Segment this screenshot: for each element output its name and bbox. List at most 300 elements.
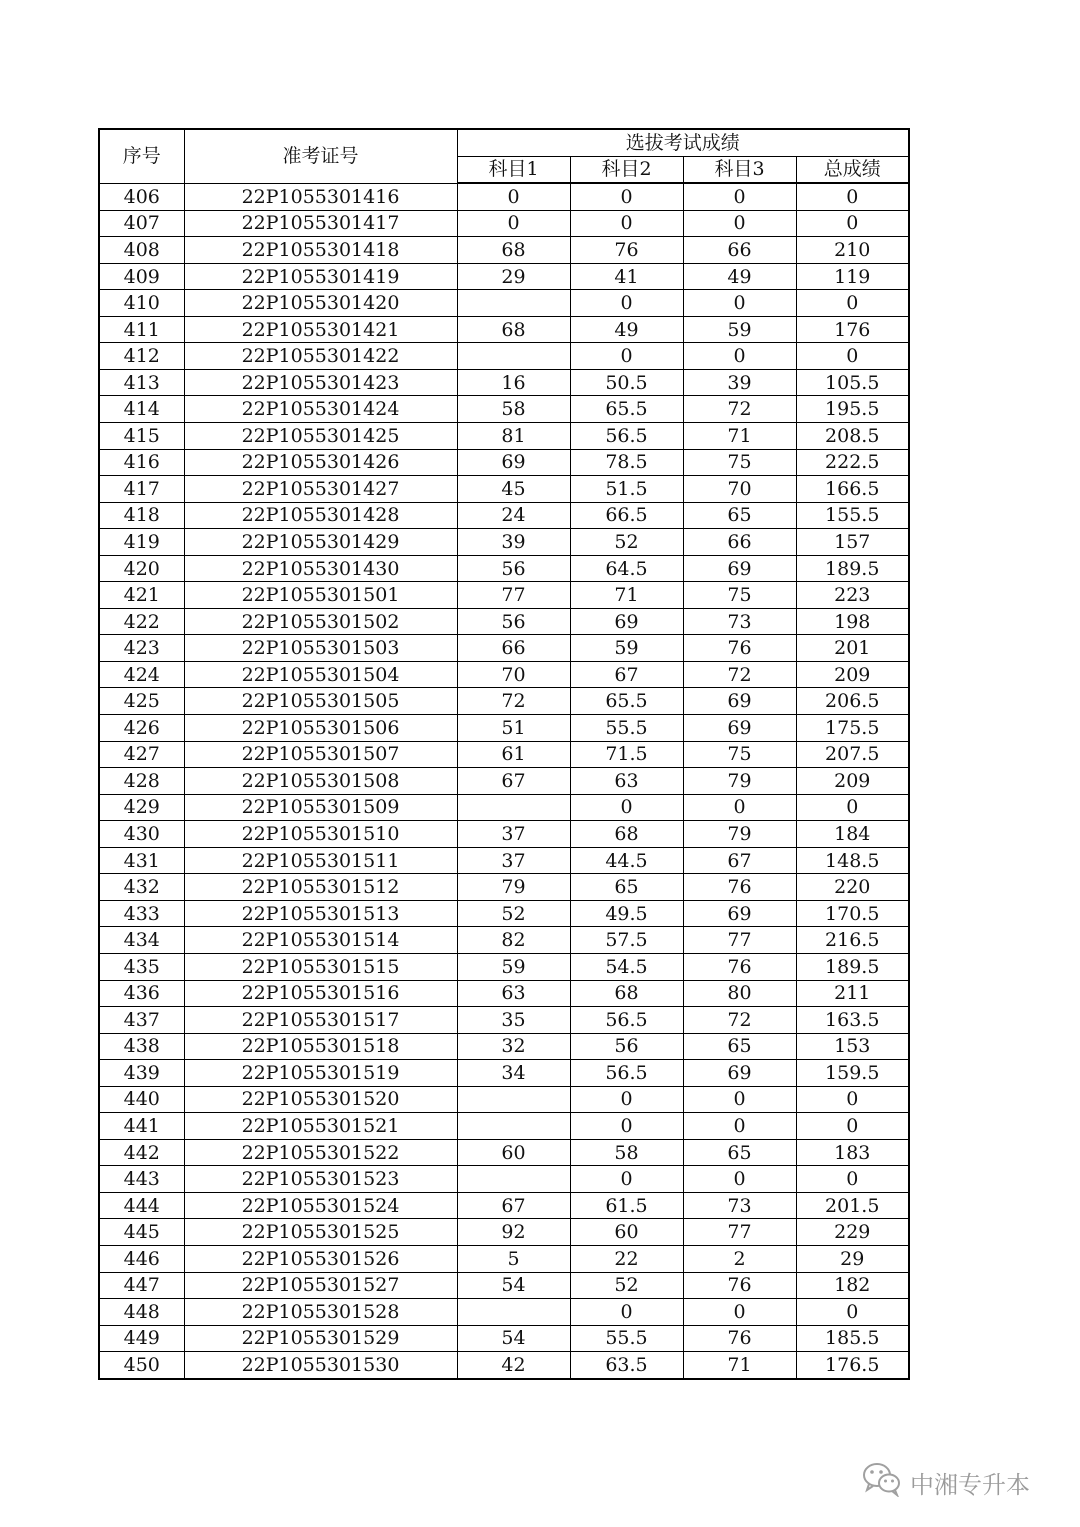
cell-exam-id: 22P1055301423 bbox=[184, 369, 457, 396]
table-row bbox=[99, 396, 909, 423]
table-row bbox=[99, 1139, 909, 1166]
cell-subject1: 29 bbox=[457, 263, 570, 290]
cell-exam-id: 22P1055301528 bbox=[184, 1299, 457, 1326]
cell-seq: 435 bbox=[99, 953, 184, 980]
cell-exam-id: 22P1055301427 bbox=[184, 476, 457, 503]
cell-subject3: 65 bbox=[683, 502, 796, 529]
cell-subject1: 0 bbox=[457, 210, 570, 237]
cell-subject2: 71.5 bbox=[570, 741, 683, 768]
cell-subject3: 0 bbox=[683, 1299, 796, 1326]
cell-seq: 433 bbox=[99, 900, 184, 927]
cell-total: 216.5 bbox=[796, 927, 909, 954]
cell-subject3: 67 bbox=[683, 847, 796, 874]
cell-total: 0 bbox=[796, 210, 909, 237]
cell-subject1: 37 bbox=[457, 847, 570, 874]
table-row bbox=[99, 423, 909, 450]
cell-seq: 437 bbox=[99, 1007, 184, 1034]
cell-subject3: 79 bbox=[683, 821, 796, 848]
cell-seq: 431 bbox=[99, 847, 184, 874]
table-row bbox=[99, 343, 909, 370]
cell-subject3: 70 bbox=[683, 476, 796, 503]
cell-subject1: 56 bbox=[457, 608, 570, 635]
cell-subject2: 65 bbox=[570, 874, 683, 901]
cell-subject3: 69 bbox=[683, 1060, 796, 1087]
cell-subject3: 59 bbox=[683, 316, 796, 343]
table-row bbox=[99, 1113, 909, 1140]
cell-subject1: 82 bbox=[457, 927, 570, 954]
cell-exam-id: 22P1055301511 bbox=[184, 847, 457, 874]
cell-seq: 429 bbox=[99, 794, 184, 821]
cell-subject2: 61.5 bbox=[570, 1192, 683, 1219]
cell-subject1: 35 bbox=[457, 1007, 570, 1034]
cell-subject3: 39 bbox=[683, 369, 796, 396]
cell-seq: 408 bbox=[99, 237, 184, 264]
cell-subject3: 75 bbox=[683, 741, 796, 768]
cell-subject3: 66 bbox=[683, 529, 796, 556]
cell-subject3: 65 bbox=[683, 1033, 796, 1060]
score-table bbox=[98, 128, 910, 1380]
cell-seq: 426 bbox=[99, 715, 184, 742]
cell-subject1: 63 bbox=[457, 980, 570, 1007]
cell-subject2: 76 bbox=[570, 237, 683, 264]
table-header bbox=[99, 129, 909, 183]
table-row bbox=[99, 661, 909, 688]
table-row bbox=[99, 741, 909, 768]
cell-subject1: 52 bbox=[457, 900, 570, 927]
cell-subject1: 0 bbox=[457, 183, 570, 210]
cell-exam-id: 22P1055301527 bbox=[184, 1272, 457, 1299]
table-row bbox=[99, 1192, 909, 1219]
cell-exam-id: 22P1055301517 bbox=[184, 1007, 457, 1034]
table-row bbox=[99, 1352, 909, 1379]
cell-subject2: 22 bbox=[570, 1245, 683, 1272]
cell-seq: 424 bbox=[99, 661, 184, 688]
cell-exam-id: 22P1055301420 bbox=[184, 290, 457, 317]
cell-total: 0 bbox=[796, 1086, 909, 1113]
cell-subject3: 76 bbox=[683, 1325, 796, 1352]
cell-exam-id: 22P1055301529 bbox=[184, 1325, 457, 1352]
cell-seq: 425 bbox=[99, 688, 184, 715]
cell-seq: 419 bbox=[99, 529, 184, 556]
cell-subject1 bbox=[457, 1086, 570, 1113]
cell-subject1: 51 bbox=[457, 715, 570, 742]
cell-subject3: 72 bbox=[683, 661, 796, 688]
cell-subject3: 79 bbox=[683, 768, 796, 795]
header-seq: 序号 bbox=[99, 129, 184, 183]
table-row bbox=[99, 502, 909, 529]
cell-subject3: 71 bbox=[683, 1352, 796, 1379]
table-row bbox=[99, 635, 909, 662]
cell-total: 184 bbox=[796, 821, 909, 848]
table-row bbox=[99, 768, 909, 795]
cell-subject1: 16 bbox=[457, 369, 570, 396]
cell-seq: 413 bbox=[99, 369, 184, 396]
cell-subject1 bbox=[457, 1113, 570, 1140]
cell-subject2: 71 bbox=[570, 582, 683, 609]
cell-subject1: 54 bbox=[457, 1272, 570, 1299]
table-row bbox=[99, 1272, 909, 1299]
table-row bbox=[99, 847, 909, 874]
table-row bbox=[99, 980, 909, 1007]
cell-subject2: 49 bbox=[570, 316, 683, 343]
table-row bbox=[99, 1166, 909, 1193]
table-row bbox=[99, 927, 909, 954]
table-row bbox=[99, 1086, 909, 1113]
cell-subject1: 61 bbox=[457, 741, 570, 768]
cell-exam-id: 22P1055301513 bbox=[184, 900, 457, 927]
cell-subject1: 59 bbox=[457, 953, 570, 980]
cell-subject2: 65.5 bbox=[570, 688, 683, 715]
cell-subject2: 0 bbox=[570, 290, 683, 317]
cell-total: 185.5 bbox=[796, 1325, 909, 1352]
cell-exam-id: 22P1055301416 bbox=[184, 183, 457, 210]
cell-total: 189.5 bbox=[796, 555, 909, 582]
cell-subject3: 76 bbox=[683, 874, 796, 901]
cell-subject2: 65.5 bbox=[570, 396, 683, 423]
cell-subject2: 44.5 bbox=[570, 847, 683, 874]
cell-seq: 440 bbox=[99, 1086, 184, 1113]
cell-total: 163.5 bbox=[796, 1007, 909, 1034]
cell-exam-id: 22P1055301501 bbox=[184, 582, 457, 609]
cell-seq: 420 bbox=[99, 555, 184, 582]
cell-subject3: 73 bbox=[683, 608, 796, 635]
cell-subject2: 56.5 bbox=[570, 423, 683, 450]
cell-subject1: 77 bbox=[457, 582, 570, 609]
cell-seq: 418 bbox=[99, 502, 184, 529]
cell-seq: 448 bbox=[99, 1299, 184, 1326]
cell-total: 170.5 bbox=[796, 900, 909, 927]
cell-exam-id: 22P1055301515 bbox=[184, 953, 457, 980]
cell-subject1: 45 bbox=[457, 476, 570, 503]
cell-seq: 428 bbox=[99, 768, 184, 795]
cell-subject2: 0 bbox=[570, 1299, 683, 1326]
cell-subject2: 0 bbox=[570, 1166, 683, 1193]
cell-subject1 bbox=[457, 794, 570, 821]
cell-subject3: 77 bbox=[683, 927, 796, 954]
cell-subject3: 69 bbox=[683, 715, 796, 742]
table-row bbox=[99, 316, 909, 343]
table-row bbox=[99, 1219, 909, 1246]
cell-total: 166.5 bbox=[796, 476, 909, 503]
cell-subject2: 51.5 bbox=[570, 476, 683, 503]
cell-exam-id: 22P1055301526 bbox=[184, 1245, 457, 1272]
cell-subject1: 67 bbox=[457, 1192, 570, 1219]
cell-total: 220 bbox=[796, 874, 909, 901]
cell-subject3: 0 bbox=[683, 343, 796, 370]
cell-total: 0 bbox=[796, 183, 909, 210]
cell-exam-id: 22P1055301525 bbox=[184, 1219, 457, 1246]
cell-exam-id: 22P1055301417 bbox=[184, 210, 457, 237]
cell-seq: 436 bbox=[99, 980, 184, 1007]
cell-subject2: 64.5 bbox=[570, 555, 683, 582]
cell-total: 0 bbox=[796, 1113, 909, 1140]
cell-total: 208.5 bbox=[796, 423, 909, 450]
table-row bbox=[99, 555, 909, 582]
cell-subject1: 72 bbox=[457, 688, 570, 715]
cell-subject3: 72 bbox=[683, 1007, 796, 1034]
header-subject1: 科目1 bbox=[457, 156, 570, 183]
cell-total: 207.5 bbox=[796, 741, 909, 768]
cell-total: 159.5 bbox=[796, 1060, 909, 1087]
cell-subject3: 80 bbox=[683, 980, 796, 1007]
cell-subject2: 69 bbox=[570, 608, 683, 635]
cell-subject3: 77 bbox=[683, 1219, 796, 1246]
cell-total: 176 bbox=[796, 316, 909, 343]
cell-total: 0 bbox=[796, 343, 909, 370]
cell-total: 183 bbox=[796, 1139, 909, 1166]
cell-subject2: 59 bbox=[570, 635, 683, 662]
table-row bbox=[99, 1325, 909, 1352]
cell-subject2: 56 bbox=[570, 1033, 683, 1060]
cell-subject3: 0 bbox=[683, 1166, 796, 1193]
cell-subject3: 75 bbox=[683, 449, 796, 476]
table-body bbox=[99, 183, 909, 1379]
watermark-text: 中湘专升本 bbox=[910, 1470, 1030, 1499]
cell-seq: 417 bbox=[99, 476, 184, 503]
cell-total: 195.5 bbox=[796, 396, 909, 423]
header-subject2: 科目2 bbox=[570, 156, 683, 183]
table-row bbox=[99, 1007, 909, 1034]
cell-subject2: 0 bbox=[570, 210, 683, 237]
cell-subject3: 76 bbox=[683, 635, 796, 662]
header-score-group: 选拔考试成绩 bbox=[457, 129, 909, 156]
cell-total: 222.5 bbox=[796, 449, 909, 476]
cell-total: 201 bbox=[796, 635, 909, 662]
cell-seq: 445 bbox=[99, 1219, 184, 1246]
table-row bbox=[99, 1245, 909, 1272]
cell-exam-id: 22P1055301430 bbox=[184, 555, 457, 582]
cell-subject1: 39 bbox=[457, 529, 570, 556]
cell-subject1 bbox=[457, 343, 570, 370]
cell-subject2: 67 bbox=[570, 661, 683, 688]
cell-seq: 409 bbox=[99, 263, 184, 290]
cell-subject2: 63.5 bbox=[570, 1352, 683, 1379]
cell-seq: 423 bbox=[99, 635, 184, 662]
cell-exam-id: 22P1055301424 bbox=[184, 396, 457, 423]
cell-subject1: 56 bbox=[457, 555, 570, 582]
table-row bbox=[99, 582, 909, 609]
cell-seq: 442 bbox=[99, 1139, 184, 1166]
cell-total: 0 bbox=[796, 1166, 909, 1193]
cell-seq: 414 bbox=[99, 396, 184, 423]
table-row bbox=[99, 476, 909, 503]
table-row bbox=[99, 874, 909, 901]
cell-exam-id: 22P1055301428 bbox=[184, 502, 457, 529]
cell-subject1: 54 bbox=[457, 1325, 570, 1352]
cell-exam-id: 22P1055301518 bbox=[184, 1033, 457, 1060]
cell-total: 211 bbox=[796, 980, 909, 1007]
cell-seq: 406 bbox=[99, 183, 184, 210]
cell-subject1: 92 bbox=[457, 1219, 570, 1246]
cell-total: 119 bbox=[796, 263, 909, 290]
cell-subject2: 0 bbox=[570, 1086, 683, 1113]
cell-exam-id: 22P1055301504 bbox=[184, 661, 457, 688]
cell-exam-id: 22P1055301512 bbox=[184, 874, 457, 901]
cell-total: 0 bbox=[796, 290, 909, 317]
table-row bbox=[99, 449, 909, 476]
cell-exam-id: 22P1055301507 bbox=[184, 741, 457, 768]
cell-exam-id: 22P1055301514 bbox=[184, 927, 457, 954]
cell-seq: 416 bbox=[99, 449, 184, 476]
cell-total: 153 bbox=[796, 1033, 909, 1060]
cell-subject3: 72 bbox=[683, 396, 796, 423]
cell-subject2: 58 bbox=[570, 1139, 683, 1166]
cell-subject2: 54.5 bbox=[570, 953, 683, 980]
cell-subject2: 55.5 bbox=[570, 1325, 683, 1352]
cell-subject3: 0 bbox=[683, 183, 796, 210]
cell-subject1: 68 bbox=[457, 316, 570, 343]
cell-seq: 443 bbox=[99, 1166, 184, 1193]
table-row bbox=[99, 715, 909, 742]
cell-total: 223 bbox=[796, 582, 909, 609]
cell-exam-id: 22P1055301523 bbox=[184, 1166, 457, 1193]
cell-subject1: 67 bbox=[457, 768, 570, 795]
cell-subject2: 68 bbox=[570, 980, 683, 1007]
cell-exam-id: 22P1055301425 bbox=[184, 423, 457, 450]
table-row bbox=[99, 1299, 909, 1326]
table-row bbox=[99, 237, 909, 264]
cell-subject3: 76 bbox=[683, 1272, 796, 1299]
cell-subject3: 0 bbox=[683, 794, 796, 821]
cell-total: 189.5 bbox=[796, 953, 909, 980]
cell-seq: 438 bbox=[99, 1033, 184, 1060]
cell-seq: 410 bbox=[99, 290, 184, 317]
cell-exam-id: 22P1055301509 bbox=[184, 794, 457, 821]
cell-total: 0 bbox=[796, 1299, 909, 1326]
cell-seq: 421 bbox=[99, 582, 184, 609]
cell-subject2: 56.5 bbox=[570, 1060, 683, 1087]
cell-total: 29 bbox=[796, 1245, 909, 1272]
cell-subject1: 34 bbox=[457, 1060, 570, 1087]
cell-exam-id: 22P1055301530 bbox=[184, 1352, 457, 1379]
cell-total: 155.5 bbox=[796, 502, 909, 529]
cell-subject3: 76 bbox=[683, 953, 796, 980]
cell-subject2: 56.5 bbox=[570, 1007, 683, 1034]
cell-total: 198 bbox=[796, 608, 909, 635]
cell-subject3: 69 bbox=[683, 688, 796, 715]
cell-subject3: 0 bbox=[683, 210, 796, 237]
cell-seq: 407 bbox=[99, 210, 184, 237]
cell-seq: 415 bbox=[99, 423, 184, 450]
cell-subject3: 69 bbox=[683, 555, 796, 582]
table-row bbox=[99, 900, 909, 927]
cell-subject1: 68 bbox=[457, 237, 570, 264]
cell-subject2: 57.5 bbox=[570, 927, 683, 954]
cell-total: 176.5 bbox=[796, 1352, 909, 1379]
header-total: 总成绩 bbox=[796, 156, 909, 183]
cell-exam-id: 22P1055301418 bbox=[184, 237, 457, 264]
cell-subject2: 63 bbox=[570, 768, 683, 795]
cell-total: 0 bbox=[796, 794, 909, 821]
cell-seq: 446 bbox=[99, 1245, 184, 1272]
cell-subject3: 65 bbox=[683, 1139, 796, 1166]
cell-exam-id: 22P1055301422 bbox=[184, 343, 457, 370]
cell-subject1 bbox=[457, 1166, 570, 1193]
cell-subject3: 0 bbox=[683, 290, 796, 317]
cell-exam-id: 22P1055301421 bbox=[184, 316, 457, 343]
cell-subject2: 50.5 bbox=[570, 369, 683, 396]
cell-subject1 bbox=[457, 1299, 570, 1326]
cell-exam-id: 22P1055301505 bbox=[184, 688, 457, 715]
cell-seq: 444 bbox=[99, 1192, 184, 1219]
watermark bbox=[862, 1462, 1030, 1502]
cell-subject1: 60 bbox=[457, 1139, 570, 1166]
cell-total: 201.5 bbox=[796, 1192, 909, 1219]
cell-subject1: 66 bbox=[457, 635, 570, 662]
cell-exam-id: 22P1055301522 bbox=[184, 1139, 457, 1166]
cell-subject2: 0 bbox=[570, 794, 683, 821]
cell-subject2: 41 bbox=[570, 263, 683, 290]
cell-subject3: 49 bbox=[683, 263, 796, 290]
cell-total: 209 bbox=[796, 768, 909, 795]
table-row bbox=[99, 821, 909, 848]
cell-subject1: 70 bbox=[457, 661, 570, 688]
cell-exam-id: 22P1055301502 bbox=[184, 608, 457, 635]
table-row bbox=[99, 529, 909, 556]
cell-exam-id: 22P1055301426 bbox=[184, 449, 457, 476]
cell-total: 210 bbox=[796, 237, 909, 264]
cell-subject3: 75 bbox=[683, 582, 796, 609]
cell-exam-id: 22P1055301510 bbox=[184, 821, 457, 848]
cell-subject1: 24 bbox=[457, 502, 570, 529]
cell-subject2: 68 bbox=[570, 821, 683, 848]
cell-seq: 412 bbox=[99, 343, 184, 370]
table-row bbox=[99, 290, 909, 317]
cell-total: 175.5 bbox=[796, 715, 909, 742]
cell-exam-id: 22P1055301520 bbox=[184, 1086, 457, 1113]
cell-seq: 439 bbox=[99, 1060, 184, 1087]
cell-total: 182 bbox=[796, 1272, 909, 1299]
table-row bbox=[99, 794, 909, 821]
cell-seq: 450 bbox=[99, 1352, 184, 1379]
cell-subject2: 0 bbox=[570, 1113, 683, 1140]
cell-subject2: 52 bbox=[570, 529, 683, 556]
cell-subject1: 81 bbox=[457, 423, 570, 450]
cell-exam-id: 22P1055301429 bbox=[184, 529, 457, 556]
cell-subject3: 71 bbox=[683, 423, 796, 450]
table-row bbox=[99, 1033, 909, 1060]
cell-subject3: 66 bbox=[683, 237, 796, 264]
cell-exam-id: 22P1055301516 bbox=[184, 980, 457, 1007]
cell-subject1: 32 bbox=[457, 1033, 570, 1060]
cell-seq: 432 bbox=[99, 874, 184, 901]
cell-subject3: 0 bbox=[683, 1086, 796, 1113]
table-row bbox=[99, 688, 909, 715]
cell-subject2: 52 bbox=[570, 1272, 683, 1299]
cell-subject2: 78.5 bbox=[570, 449, 683, 476]
table-row bbox=[99, 369, 909, 396]
wechat-icon bbox=[862, 1461, 902, 1503]
cell-seq: 422 bbox=[99, 608, 184, 635]
cell-subject1: 42 bbox=[457, 1352, 570, 1379]
cell-subject3: 69 bbox=[683, 900, 796, 927]
cell-total: 148.5 bbox=[796, 847, 909, 874]
cell-subject2: 0 bbox=[570, 183, 683, 210]
table-row bbox=[99, 183, 909, 210]
cell-seq: 411 bbox=[99, 316, 184, 343]
cell-total: 105.5 bbox=[796, 369, 909, 396]
cell-subject2: 55.5 bbox=[570, 715, 683, 742]
cell-subject1: 69 bbox=[457, 449, 570, 476]
cell-subject3: 0 bbox=[683, 1113, 796, 1140]
cell-subject1: 79 bbox=[457, 874, 570, 901]
cell-subject3: 2 bbox=[683, 1245, 796, 1272]
cell-exam-id: 22P1055301419 bbox=[184, 263, 457, 290]
header-exam-id: 准考证号 bbox=[184, 129, 457, 183]
cell-seq: 434 bbox=[99, 927, 184, 954]
cell-exam-id: 22P1055301521 bbox=[184, 1113, 457, 1140]
cell-total: 157 bbox=[796, 529, 909, 556]
